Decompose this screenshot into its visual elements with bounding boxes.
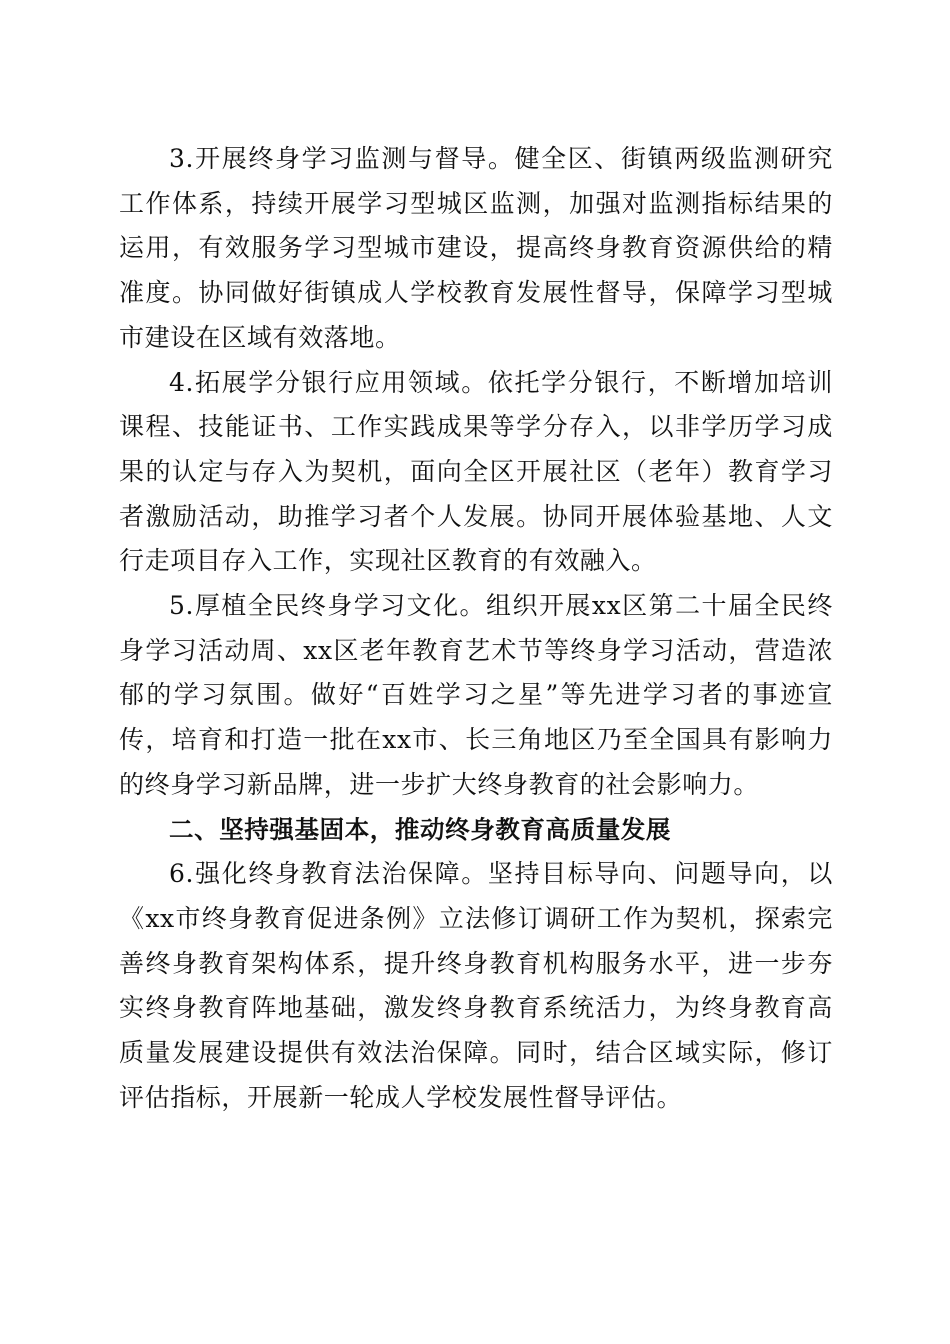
section-heading: 二、坚持强基固本，推动终身教育高质量发展 (169, 814, 671, 844)
paragraph-5: 5.厚植全民终身学习文化。组织开展xx区第二十届全民终身学习活动周、xx区老年教育艺术节等终身学习活动，营造浓郁的学习氛围。做好“百姓学习之星”等先进学习者的事迹宣传，培育和打造一批在xx市、长三角地区乃至全国具有影响力的终身学习新品牌，进一步扩大终身教育的社会影响力。 (119, 591, 833, 799)
paragraph-6: 6.强化终身教育法治保障。坚持目标导向、问题导向，以《xx市终身教育促进条例》立法修订调研工作为契机，探索完善终身教育架构体系，提升终身教育机构服务水平，进一步夯实终身教育阵地基础，激发终身教育系统活力，为终身教育高质量发展建设提供有效法治保障。同时，结合区域实际，修订评估指标，开展新一轮成人学校发展性督导评估。 (119, 859, 833, 1112)
paragraph-3: 3.开展终身学习监测与督导。健全区、街镇两级监测研究工作体系，持续开展学习型城区监测，加强对监测指标结果的运用，有效服务学习型城市建设，提高终身教育资源供给的精准度。协同做好街镇成人学校教育发展性督导，保障学习型城市建设在区域有效落地。 (119, 144, 833, 352)
paragraph-4: 4.拓展学分银行应用领域。依托学分银行，不断增加培训课程、技能证书、工作实践成果等学分存入，以非学历学习成果的认定与存入为契机，面向全区开展社区（老年）教育学习者激励活动，助推学习者个人发展。协同开展体验基地、人文行走项目存入工作，实现社区教育的有效融入。 (119, 367, 833, 576)
document-body (119, 137, 833, 1120)
